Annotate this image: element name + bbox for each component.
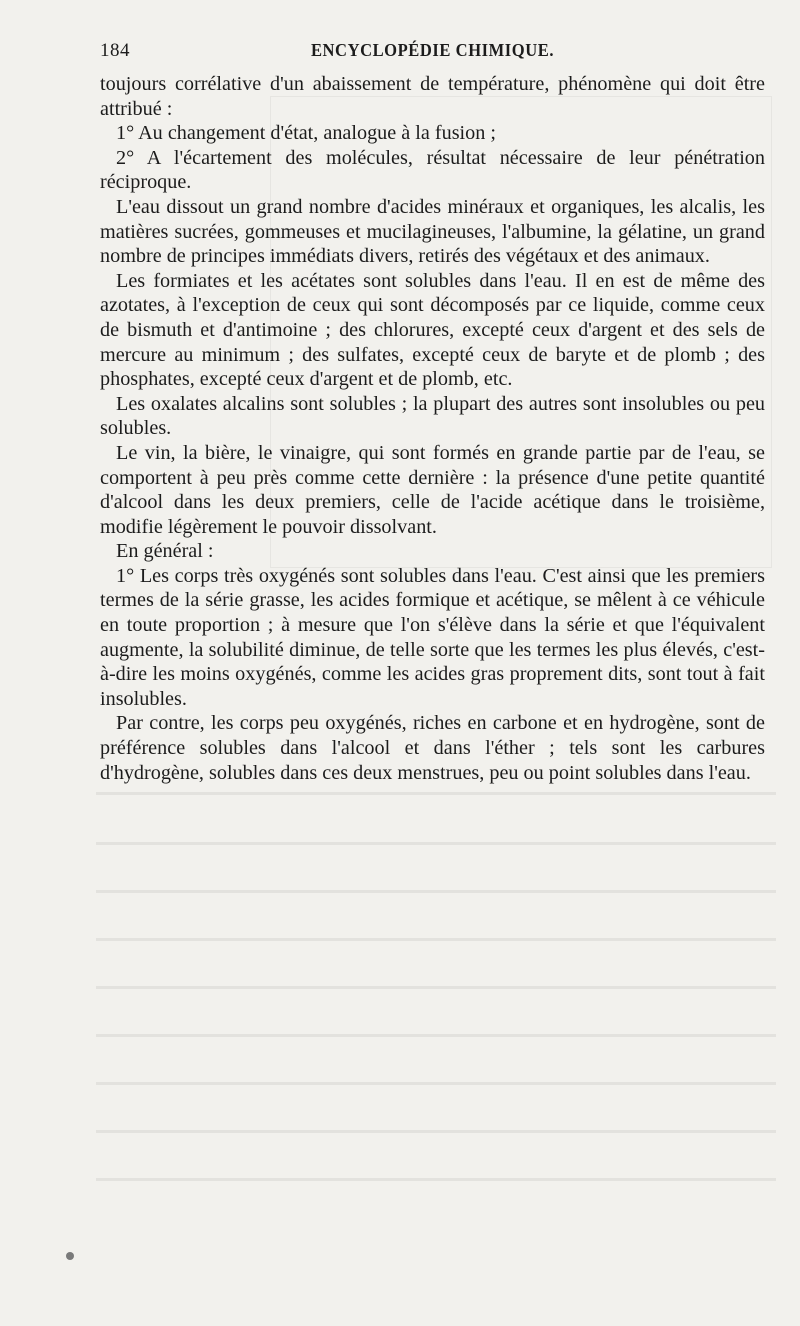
bleed-through-line: [96, 986, 776, 989]
body-text: [100, 72, 765, 785]
paragraph: Les formiates et les acétates sont solubles dans l'eau. Il en est de même des azotates, à l'exception de ceux qui sont décomposés par ce liquide, comme ceux de bismuth et d'antimoine ; des chlorures, excepté ceux d'argent et des sels de mercure au minimum ; des sulfates, excepté ceux de baryte et de plomb ; des phosphates, excepté ceux d'argent et de plomb, etc.: [100, 269, 765, 391]
bleed-through-line: [96, 1034, 776, 1037]
bleed-through-line: [96, 1082, 776, 1085]
running-title: ENCYCLOPÉDIE CHIMIQUE.: [310, 40, 555, 60]
paragraph: 2° A l'écartement des molécules, résultat nécessaire de leur pénétration réciproque.: [100, 146, 765, 194]
bleed-through-line: [96, 842, 776, 845]
ink-spot: [66, 1252, 74, 1260]
page-header: [100, 40, 765, 66]
bleed-through-line: [96, 792, 776, 795]
page-number: 184: [100, 40, 130, 61]
bleed-through-line: [96, 890, 776, 893]
paragraph: En général :: [116, 540, 214, 563]
paragraph: 1° Au changement d'état, analogue à la fusion ;: [116, 122, 497, 145]
paragraph: L'eau dissout un grand nombre d'acides minéraux et organiques, les alcalis, les matières sucrées, gommeuses et mucilagineuses, l'albumine, la gélatine, un grand nombre de principes immédiats divers, retirés des végétaux et des animaux.: [100, 195, 765, 268]
bleed-through-line: [96, 1130, 776, 1133]
paragraph: Les oxalates alcalins sont solubles ; la plupart des autres sont insolubles ou peu solubles.: [100, 392, 765, 440]
paragraph: 1° Les corps très oxygénés sont solubles dans l'eau. C'est ainsi que les premiers termes de la série grasse, les acides formique et acétique, se mêlent à ce véhicule en toute proportion ; à mesure que l'on s'élève dans la série et que l'équivalent augmente, la solubilité diminue, de telle sorte que les termes les plus élevés, c'est-à-dire les moins oxygénés, comme les acides gras proprement dits, sont tout à fait insolubles.: [100, 564, 765, 710]
bleed-through-line: [96, 1178, 776, 1181]
paragraph: Le vin, la bière, le vinaigre, qui sont formés en grande partie par de l'eau, se comportent à peu près comme cette dernière : la présence d'une petite quantité d'alcool dans les deux premiers, celle de l'acide acétique dans le troisième, modifie légèrement le pouvoir dissolvant.: [100, 441, 765, 538]
paragraph: Par contre, les corps peu oxygénés, riches en carbone et en hydrogène, sont de préférence solubles dans l'alcool et dans l'éther ; tels sont les carbures d'hydrogène, solubles dans ces deux menstrues, peu ou point solubles dans l'eau.: [100, 712, 765, 784]
bleed-through-line: [96, 938, 776, 941]
paragraph: toujours corrélative d'un abaissement de température, phénomène qui doit être attribué :: [100, 73, 765, 120]
